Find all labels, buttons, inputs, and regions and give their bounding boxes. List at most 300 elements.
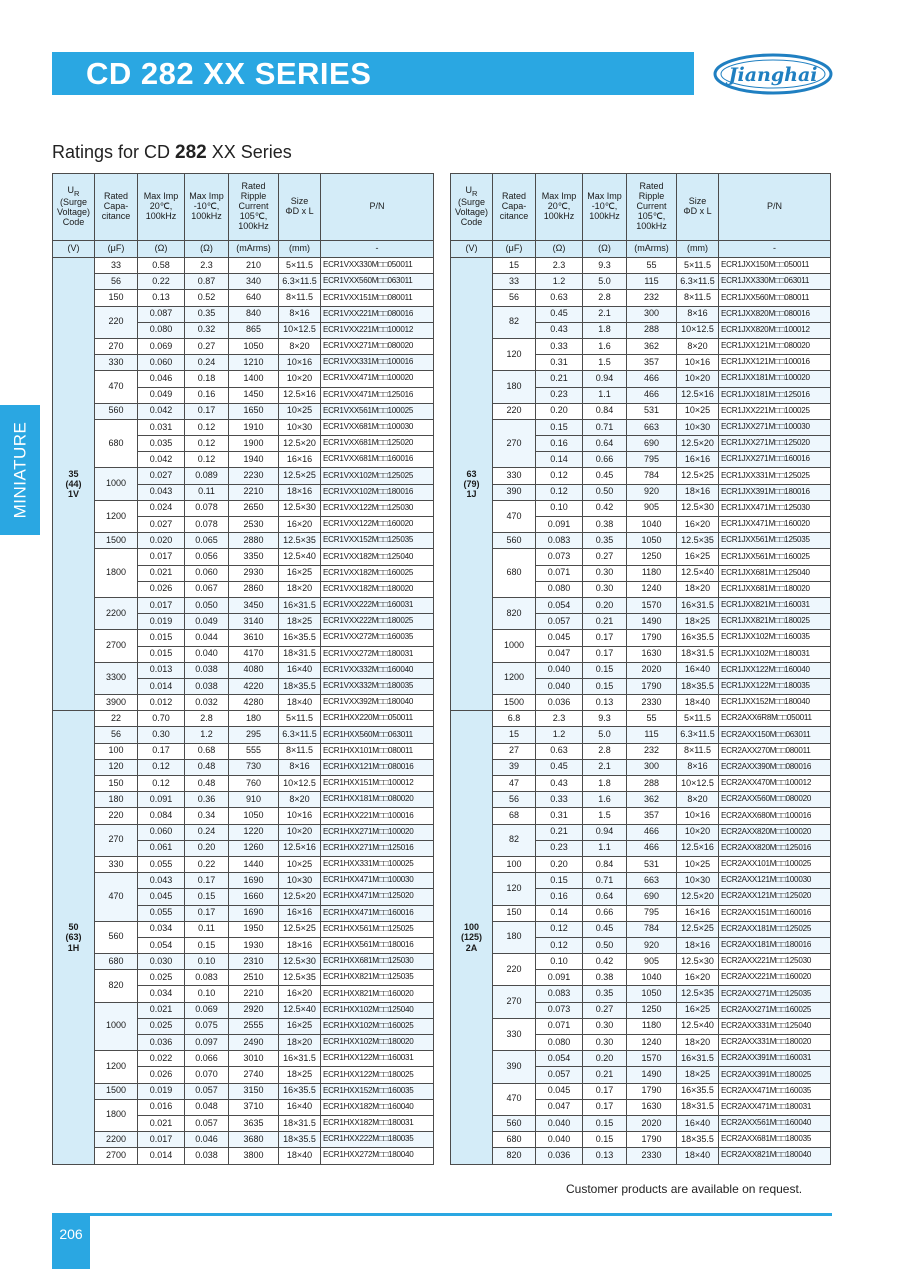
part-number-cell: ECR1HXX152M□□160035	[321, 1083, 434, 1099]
part-number-cell: ECR1VXX271M□□080020	[321, 338, 434, 354]
table-row	[53, 1051, 434, 1067]
header-voltage-code: $U_R$ (Surge Voltage) Code	[451, 174, 493, 241]
capacitance-cell: 1000	[95, 1002, 138, 1051]
capacitance-cell: 150	[95, 776, 138, 792]
capacitance-cell: 100	[493, 856, 536, 872]
part-number-cell: ECR1VXX331M□□100016	[321, 355, 434, 371]
size-cell: 18×25	[279, 614, 321, 630]
impedance-20c-cell: 0.020	[138, 533, 185, 549]
part-number-cell: ECR2AXX331M□□180020	[719, 1035, 831, 1051]
ripple-current-cell: 2530	[229, 517, 279, 533]
impedance-20c-cell: 0.15	[536, 419, 583, 435]
impedance-20c-cell: 0.12	[138, 776, 185, 792]
size-cell: 16×25	[279, 1018, 321, 1034]
voltage-code-line: (79)	[463, 478, 480, 489]
capacitance-cell: 47	[493, 776, 536, 792]
part-number-cell: ECR1VXX122M□□160020	[321, 517, 434, 533]
ripple-current-cell: 784	[627, 468, 677, 484]
size-cell: 18×16	[279, 484, 321, 500]
capacitance-cell: 2700	[95, 630, 138, 662]
size-cell: 12.5×30	[677, 954, 719, 970]
ripple-current-cell: 1950	[229, 921, 279, 937]
impedance-20c-cell: 0.083	[536, 986, 583, 1002]
impedance-minus10c-cell: 0.17	[583, 1099, 627, 1115]
part-number-cell: ECR1HXX471M□□100030	[321, 873, 434, 889]
size-cell: 12.5×16	[279, 840, 321, 856]
ripple-current-cell: 1050	[627, 533, 677, 549]
impedance-20c-cell: 0.071	[536, 1018, 583, 1034]
impedance-minus10c-cell: 0.35	[185, 306, 229, 322]
table-row	[451, 695, 831, 711]
size-cell: 12.5×30	[677, 500, 719, 516]
capacitance-cell: 1200	[493, 662, 536, 694]
part-number-cell: ECR1VXX221M□□080016	[321, 306, 434, 322]
size-cell: 16×35.5	[677, 630, 719, 646]
voltage-code-line: 35	[68, 468, 79, 479]
ripple-current-cell: 300	[627, 306, 677, 322]
table-row	[53, 970, 434, 986]
ripple-current-cell: 232	[627, 290, 677, 306]
part-number-cell: ECR1VXX681M□□160016	[321, 452, 434, 468]
header-size: Size ΦD x L	[279, 174, 321, 241]
ripple-current-cell: 2020	[627, 662, 677, 678]
capacitance-cell: 15	[493, 258, 536, 274]
impedance-minus10c-cell: 0.30	[583, 1018, 627, 1034]
size-cell: 10×25	[677, 403, 719, 419]
impedance-minus10c-cell: 0.84	[583, 403, 627, 419]
ripple-current-cell: 466	[627, 387, 677, 403]
size-cell: 18×40	[677, 1148, 719, 1164]
impedance-minus10c-cell: 0.21	[583, 1067, 627, 1083]
table-row	[53, 630, 434, 646]
size-cell: 16×35.5	[279, 630, 321, 646]
impedance-minus10c-cell: 0.066	[185, 1051, 229, 1067]
unit-capacitance: (μF)	[493, 241, 536, 258]
category-side-label	[0, 405, 40, 535]
impedance-20c-cell: 0.060	[138, 824, 185, 840]
ripple-current-cell: 2860	[229, 581, 279, 597]
impedance-minus10c-cell: 0.038	[185, 662, 229, 678]
table-row	[451, 711, 831, 727]
ripple-current-cell: 2555	[229, 1018, 279, 1034]
capacitance-cell: 120	[493, 873, 536, 905]
ripple-current-cell: 4280	[229, 695, 279, 711]
impedance-20c-cell: 2.3	[536, 258, 583, 274]
table-row	[53, 468, 434, 484]
part-number-cell: ECR1JXX271M□□100030	[719, 419, 831, 435]
capacitance-cell: 150	[95, 290, 138, 306]
part-number-cell: ECR1VXX102M□□125025	[321, 468, 434, 484]
impedance-20c-cell: 0.036	[138, 1035, 185, 1051]
part-number-cell: ECR1JXX821M□□160031	[719, 597, 831, 613]
capacitance-cell: 330	[95, 856, 138, 872]
part-number-cell: ECR1VXX182M□□180020	[321, 581, 434, 597]
ripple-current-cell: 295	[229, 727, 279, 743]
part-number-cell: ECR1VXX681M□□125020	[321, 436, 434, 452]
size-cell: 10×12.5	[677, 322, 719, 338]
ripple-current-cell: 466	[627, 824, 677, 840]
header-max-imp-20c: Max Imp 20℃, 100kHz	[138, 174, 185, 241]
table-row	[451, 743, 831, 759]
impedance-minus10c-cell: 9.3	[583, 711, 627, 727]
ripple-current-cell: 1630	[627, 1099, 677, 1115]
impedance-minus10c-cell: 0.044	[185, 630, 229, 646]
size-cell: 8×11.5	[677, 743, 719, 759]
ratings-rows-right	[451, 258, 831, 1165]
impedance-20c-cell: 0.027	[138, 468, 185, 484]
ripple-current-cell: 1210	[229, 355, 279, 371]
impedance-minus10c-cell: 0.27	[583, 549, 627, 565]
impedance-20c-cell: 0.014	[138, 1148, 185, 1164]
impedance-minus10c-cell: 0.20	[185, 840, 229, 856]
size-cell: 10×16	[279, 355, 321, 371]
table-row	[53, 274, 434, 290]
impedance-minus10c-cell: 1.6	[583, 792, 627, 808]
capacitance-cell: 390	[493, 1051, 536, 1083]
capacitance-cell: 27	[493, 743, 536, 759]
logo-wordmark: Jianghai	[728, 64, 818, 86]
ripple-current-cell: 180	[229, 711, 279, 727]
impedance-20c-cell: 0.22	[138, 274, 185, 290]
jianghai-logo	[712, 52, 834, 96]
impedance-20c-cell: 0.20	[536, 856, 583, 872]
impedance-20c-cell: 0.042	[138, 452, 185, 468]
size-cell: 16×31.5	[677, 597, 719, 613]
part-number-cell: ECR1HXX821M□□125035	[321, 970, 434, 986]
size-cell: 18×20	[279, 581, 321, 597]
table-row	[53, 776, 434, 792]
size-cell: 8×11.5	[279, 743, 321, 759]
size-cell: 12.5×40	[677, 1018, 719, 1034]
part-number-cell: ECR2AXX560M□□080020	[719, 792, 831, 808]
table-row	[451, 856, 831, 872]
impedance-20c-cell: 0.083	[536, 533, 583, 549]
impedance-20c-cell: 0.046	[138, 371, 185, 387]
impedance-20c-cell: 0.034	[138, 921, 185, 937]
size-cell: 16×16	[677, 905, 719, 921]
impedance-minus10c-cell: 0.16	[185, 387, 229, 403]
header-voltage-code: $U_R$ (Surge Voltage) Code	[53, 174, 95, 241]
size-cell: 10×20	[677, 824, 719, 840]
table-row	[53, 1002, 434, 1018]
impedance-20c-cell: 0.073	[536, 549, 583, 565]
ripple-current-cell: 865	[229, 322, 279, 338]
ripple-current-cell: 1180	[627, 1018, 677, 1034]
capacitance-cell: 680	[493, 549, 536, 598]
size-cell: 16×16	[677, 452, 719, 468]
table-row	[451, 1051, 831, 1067]
table-row	[53, 306, 434, 322]
capacitance-cell: 220	[95, 808, 138, 824]
impedance-minus10c-cell: 0.069	[185, 1002, 229, 1018]
capacitance-cell: 120	[493, 338, 536, 370]
capacitance-cell: 3300	[95, 662, 138, 694]
ripple-current-cell: 3680	[229, 1132, 279, 1148]
capacitance-cell: 560	[95, 403, 138, 419]
part-number-cell: ECR1HXX182M□□180031	[321, 1115, 434, 1131]
table-row	[451, 484, 831, 500]
impedance-20c-cell: 0.069	[138, 338, 185, 354]
capacitance-cell: 2200	[95, 597, 138, 629]
ripple-current-cell: 1650	[229, 403, 279, 419]
table-row	[451, 500, 831, 516]
table-row	[451, 1018, 831, 1034]
ripple-current-cell: 300	[627, 759, 677, 775]
impedance-20c-cell: 0.017	[138, 549, 185, 565]
part-number-cell: ECR1JXX560M□□080011	[719, 290, 831, 306]
impedance-minus10c-cell: 0.18	[185, 371, 229, 387]
part-number-cell: ECR1JXX150M□□050011	[719, 258, 831, 274]
part-number-cell: ECR1HXX561M□□125025	[321, 921, 434, 937]
header-max-imp-minus10c: Max Imp -10℃, 100kHz	[185, 174, 229, 241]
impedance-minus10c-cell: 0.20	[583, 597, 627, 613]
unit-part-number: -	[321, 241, 434, 258]
capacitance-cell: 1800	[95, 549, 138, 598]
table-row	[53, 1132, 434, 1148]
impedance-20c-cell: 0.21	[536, 371, 583, 387]
part-number-cell: ECR2AXX470M□□100012	[719, 776, 831, 792]
impedance-minus10c-cell: 0.24	[185, 824, 229, 840]
impedance-20c-cell: 0.042	[138, 403, 185, 419]
impedance-20c-cell: 0.43	[536, 776, 583, 792]
size-cell: 8×16	[279, 759, 321, 775]
size-cell: 10×12.5	[279, 776, 321, 792]
impedance-minus10c-cell: 0.38	[583, 517, 627, 533]
impedance-minus10c-cell: 0.38	[583, 970, 627, 986]
capacitance-cell: 3900	[95, 695, 138, 711]
size-cell: 12.5×20	[279, 436, 321, 452]
impedance-20c-cell: 0.33	[536, 338, 583, 354]
ripple-current-cell: 730	[229, 759, 279, 775]
impedance-20c-cell: 0.10	[536, 500, 583, 516]
impedance-20c-cell: 0.13	[138, 290, 185, 306]
impedance-20c-cell: 0.080	[138, 322, 185, 338]
ripple-current-cell: 910	[229, 792, 279, 808]
part-number-cell: ECR1JXX471M□□160020	[719, 517, 831, 533]
ripple-current-cell: 1260	[229, 840, 279, 856]
table-row	[53, 808, 434, 824]
size-cell: 8×20	[677, 792, 719, 808]
impedance-minus10c-cell: 0.34	[185, 808, 229, 824]
part-number-cell: ECR1JXX330M□□063011	[719, 274, 831, 290]
size-cell: 12.5×35	[279, 533, 321, 549]
unit-voltage: (V)	[53, 241, 95, 258]
capacitance-cell: 1200	[95, 500, 138, 532]
ripple-current-cell: 1900	[229, 436, 279, 452]
table-row	[53, 662, 434, 678]
impedance-20c-cell: 0.025	[138, 970, 185, 986]
table-row	[451, 1083, 831, 1099]
size-cell: 10×12.5	[677, 776, 719, 792]
size-cell: 12.5×16	[677, 387, 719, 403]
capacitance-cell: 330	[493, 468, 536, 484]
impedance-20c-cell: 0.30	[138, 727, 185, 743]
subtitle-series-number: 282	[175, 142, 207, 163]
part-number-cell: ECR2AXX680M□□100016	[719, 808, 831, 824]
part-number-cell: ECR2AXX391M□□160031	[719, 1051, 831, 1067]
size-cell: 10×30	[677, 873, 719, 889]
impedance-20c-cell: 0.43	[536, 322, 583, 338]
part-number-cell: ECR1JXX271M□□160016	[719, 452, 831, 468]
part-number-cell: ECR1HXX101M□□080011	[321, 743, 434, 759]
ratings-rows-left	[53, 258, 434, 1165]
ripple-current-cell: 1790	[627, 630, 677, 646]
impedance-20c-cell: 0.045	[536, 1083, 583, 1099]
ripple-current-cell: 663	[627, 873, 677, 889]
size-cell: 18×40	[677, 695, 719, 711]
impedance-minus10c-cell: 0.070	[185, 1067, 229, 1083]
impedance-minus10c-cell: 0.11	[185, 484, 229, 500]
impedance-minus10c-cell: 0.089	[185, 468, 229, 484]
ripple-current-cell: 1050	[627, 986, 677, 1002]
unit-size: (mm)	[677, 241, 719, 258]
impedance-minus10c-cell: 0.15	[185, 889, 229, 905]
table-row	[451, 533, 831, 549]
impedance-minus10c-cell: 0.17	[583, 1083, 627, 1099]
impedance-20c-cell: 0.015	[138, 646, 185, 662]
impedance-minus10c-cell: 0.94	[583, 371, 627, 387]
ripple-current-cell: 1930	[229, 937, 279, 953]
impedance-minus10c-cell: 0.50	[583, 484, 627, 500]
part-number-cell: ECR2AXX221M□□125030	[719, 954, 831, 970]
impedance-20c-cell: 0.12	[536, 484, 583, 500]
impedance-20c-cell: 0.031	[138, 419, 185, 435]
ripple-current-cell: 3150	[229, 1083, 279, 1099]
voltage-code-cell	[451, 258, 493, 711]
table-row	[53, 355, 434, 371]
size-cell: 8×16	[279, 306, 321, 322]
impedance-minus10c-cell: 0.048	[185, 1099, 229, 1115]
footer-rule	[52, 1213, 832, 1216]
impedance-minus10c-cell: 0.48	[185, 776, 229, 792]
impedance-minus10c-cell: 1.1	[583, 840, 627, 856]
capacitance-cell: 56	[95, 274, 138, 290]
part-number-cell: ECR2AXX561M□□160040	[719, 1115, 831, 1131]
part-number-cell: ECR1VXX272M□□160035	[321, 630, 434, 646]
capacitance-cell: 220	[95, 306, 138, 338]
capacitance-cell: 470	[493, 1083, 536, 1115]
impedance-minus10c-cell: 1.8	[583, 322, 627, 338]
impedance-20c-cell: 0.036	[536, 1148, 583, 1164]
impedance-20c-cell: 0.017	[138, 597, 185, 613]
impedance-20c-cell: 0.080	[536, 581, 583, 597]
header-max-imp-20c: Max Imp 20℃, 100kHz	[536, 174, 583, 241]
ripple-current-cell: 466	[627, 840, 677, 856]
impedance-20c-cell: 0.10	[536, 954, 583, 970]
ripple-current-cell: 3800	[229, 1148, 279, 1164]
ripple-current-cell: 2930	[229, 565, 279, 581]
part-number-cell: ECR1HXX271M□□125016	[321, 840, 434, 856]
ripple-current-cell: 3140	[229, 614, 279, 630]
part-number-cell: ECR1HXX681M□□125030	[321, 954, 434, 970]
impedance-20c-cell: 0.034	[138, 986, 185, 1002]
table-row	[53, 338, 434, 354]
part-number-cell: ECR2AXX821M□□180040	[719, 1148, 831, 1164]
ripple-current-cell: 1690	[229, 905, 279, 921]
table-row	[451, 306, 831, 322]
size-cell: 18×25	[677, 614, 719, 630]
impedance-minus10c-cell: 0.71	[583, 873, 627, 889]
ripple-current-cell: 2510	[229, 970, 279, 986]
impedance-minus10c-cell: 0.32	[185, 322, 229, 338]
unit-ripple: (mArms)	[627, 241, 677, 258]
impedance-minus10c-cell: 0.13	[583, 695, 627, 711]
part-number-cell: ECR1HXX102M□□125040	[321, 1002, 434, 1018]
table-row	[451, 759, 831, 775]
impedance-20c-cell: 0.071	[536, 565, 583, 581]
voltage-code-line: (44)	[65, 478, 82, 489]
ripple-current-cell: 663	[627, 419, 677, 435]
part-number-cell: ECR1JXX102M□□180031	[719, 646, 831, 662]
capacitance-cell: 560	[493, 1115, 536, 1131]
size-cell: 10×25	[279, 856, 321, 872]
size-cell: 8×20	[279, 338, 321, 354]
impedance-20c-cell: 0.015	[138, 630, 185, 646]
unit-imp-20c: (Ω)	[536, 241, 583, 258]
part-number-cell: ECR1VXX222M□□180025	[321, 614, 434, 630]
impedance-minus10c-cell: 2.8	[185, 711, 229, 727]
capacitance-cell: 120	[95, 759, 138, 775]
impedance-minus10c-cell: 0.71	[583, 419, 627, 435]
size-cell: 18×40	[279, 695, 321, 711]
part-number-cell: ECR1HXX560M□□063011	[321, 727, 434, 743]
table-row	[451, 792, 831, 808]
part-number-cell: ECR1HXX331M□□100025	[321, 856, 434, 872]
table-row	[451, 468, 831, 484]
page-number: 206	[59, 1226, 83, 1242]
impedance-minus10c-cell: 0.36	[185, 792, 229, 808]
impedance-20c-cell: 0.16	[536, 889, 583, 905]
ripple-current-cell: 905	[627, 500, 677, 516]
size-cell: 10×30	[677, 419, 719, 435]
ripple-current-cell: 1250	[627, 1002, 677, 1018]
impedance-minus10c-cell: 0.15	[583, 678, 627, 694]
impedance-minus10c-cell: 0.078	[185, 517, 229, 533]
impedance-20c-cell: 0.091	[536, 517, 583, 533]
table-row	[451, 549, 831, 565]
ripple-current-cell: 1570	[627, 597, 677, 613]
impedance-minus10c-cell: 0.66	[583, 452, 627, 468]
ratings-table-right	[450, 173, 831, 1165]
ripple-current-cell: 1940	[229, 452, 279, 468]
size-cell: 18×35.5	[677, 1132, 719, 1148]
ripple-current-cell: 1490	[627, 1067, 677, 1083]
impedance-minus10c-cell: 0.42	[583, 954, 627, 970]
size-cell: 5×11.5	[279, 258, 321, 274]
size-cell: 12.5×30	[279, 954, 321, 970]
impedance-minus10c-cell: 0.12	[185, 419, 229, 435]
impedance-minus10c-cell: 0.48	[185, 759, 229, 775]
table-row	[53, 258, 434, 274]
ripple-current-cell: 1490	[627, 614, 677, 630]
ripple-current-cell: 362	[627, 792, 677, 808]
part-number-cell: ECR2AXX150M□□063011	[719, 727, 831, 743]
impedance-20c-cell: 0.022	[138, 1051, 185, 1067]
capacitance-cell: 820	[95, 970, 138, 1002]
voltage-code-cell	[451, 711, 493, 1164]
ripple-current-cell: 1220	[229, 824, 279, 840]
table-row	[451, 419, 831, 435]
ripple-current-cell: 4220	[229, 678, 279, 694]
impedance-minus10c-cell: 0.12	[185, 452, 229, 468]
size-cell: 16×25	[677, 1002, 719, 1018]
impedance-20c-cell: 0.23	[536, 387, 583, 403]
impedance-minus10c-cell: 2.1	[583, 306, 627, 322]
part-number-cell: ECR2AXX181M□□180016	[719, 937, 831, 953]
impedance-minus10c-cell: 0.032	[185, 695, 229, 711]
ripple-current-cell: 1690	[229, 873, 279, 889]
ripple-current-cell: 1240	[627, 581, 677, 597]
